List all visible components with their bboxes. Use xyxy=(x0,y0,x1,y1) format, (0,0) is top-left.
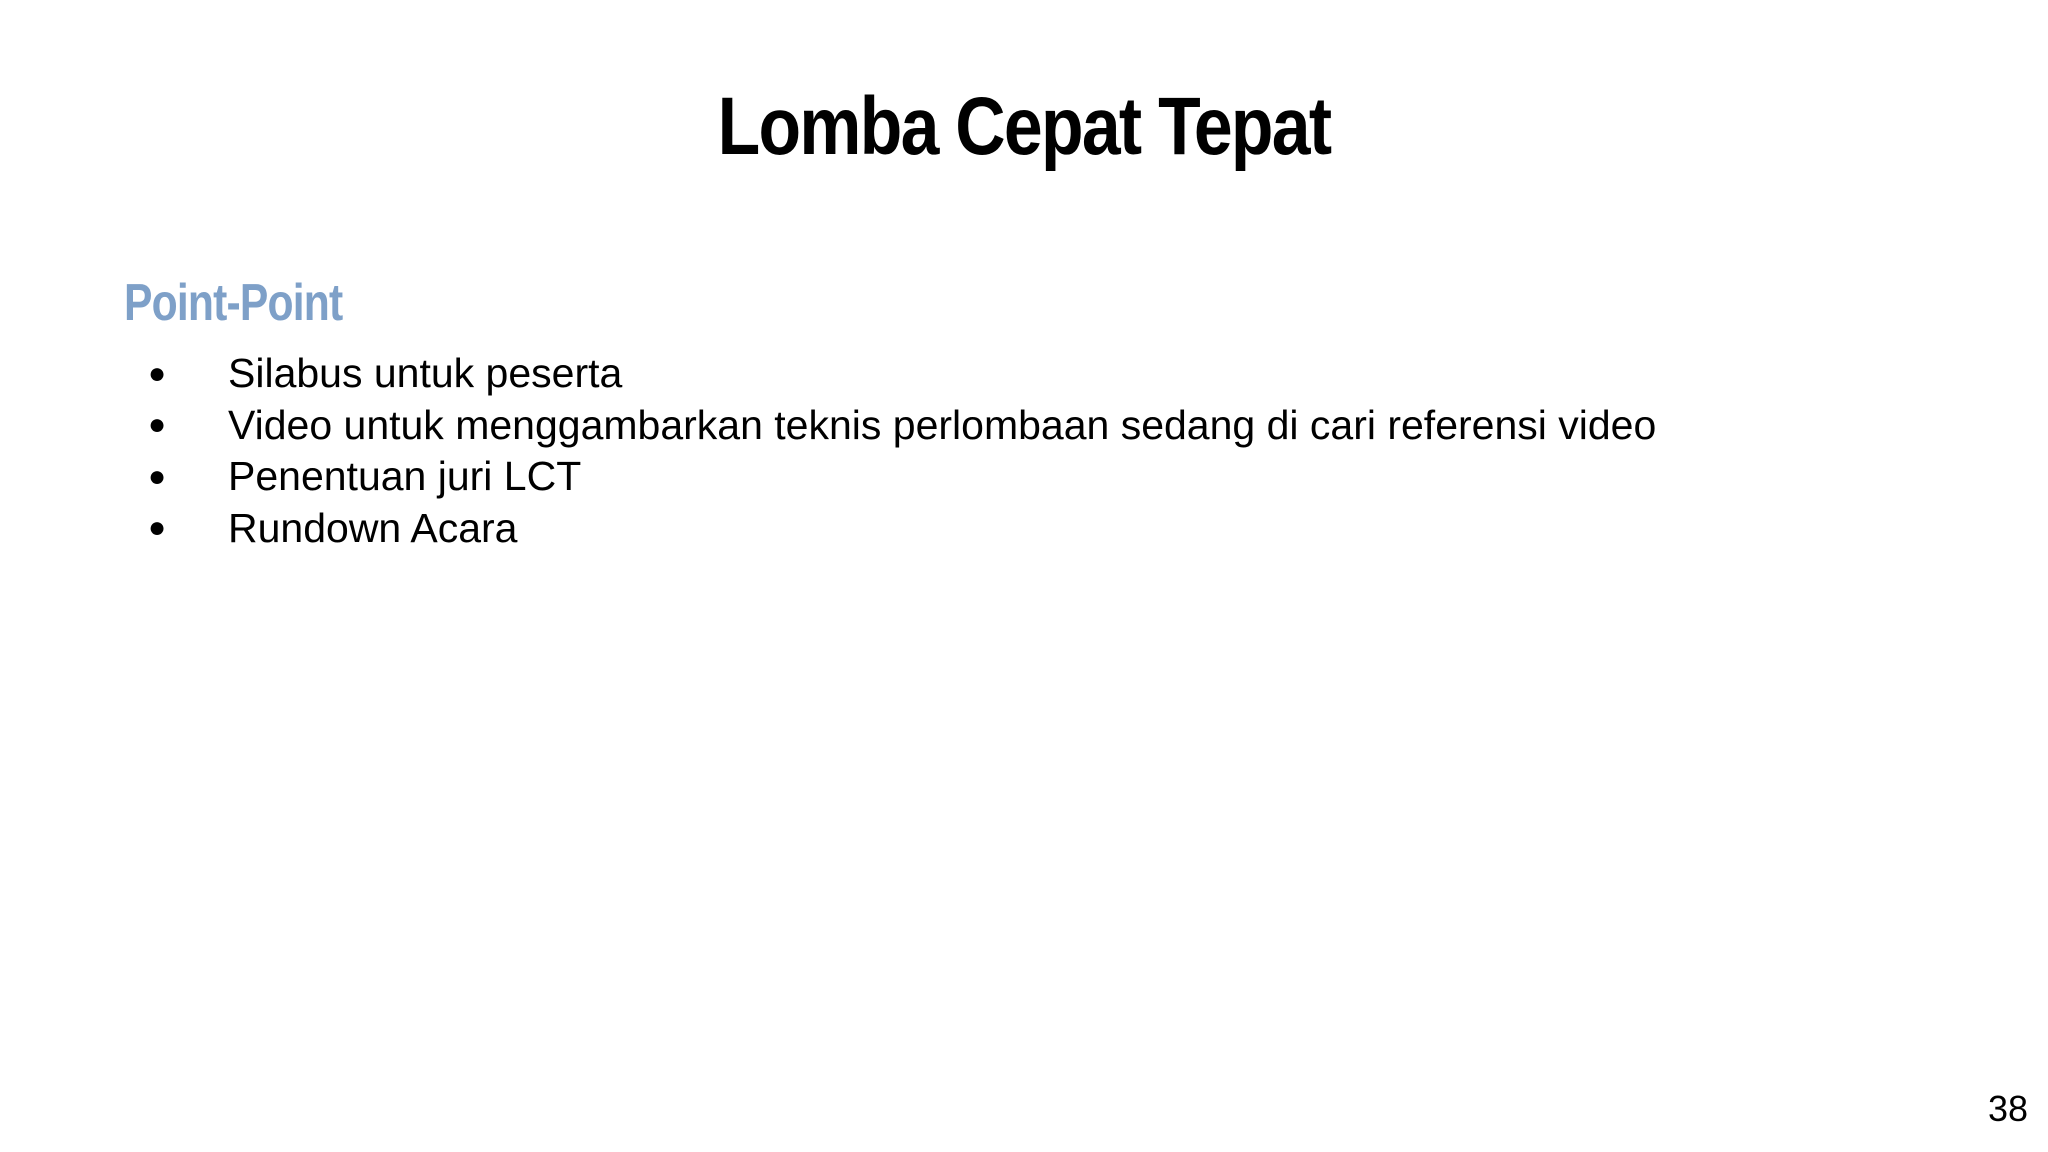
bullet-icon: ● xyxy=(148,459,167,493)
page-number: 38 xyxy=(1987,1088,2028,1129)
bullet-icon: ● xyxy=(148,408,167,442)
bullet-icon: ● xyxy=(148,356,167,390)
list-item-text: Silabus untuk peserta xyxy=(228,350,623,397)
list-item-text: Video untuk menggambarkan teknis perlombaan sedang di cari referensi video xyxy=(228,401,1657,448)
list-item xyxy=(148,503,1656,555)
section-heading: Point-Point xyxy=(124,274,343,332)
list-item xyxy=(148,451,1656,503)
list-item-text: Rundown Acara xyxy=(228,504,518,551)
list-item xyxy=(148,400,1656,452)
slide-title: Lomba Cepat Tepat xyxy=(717,81,1331,172)
bullet-icon: ● xyxy=(148,511,167,545)
list-item-text: Penentuan juri LCT xyxy=(228,453,582,500)
list-item xyxy=(148,348,1656,400)
bullet-list xyxy=(148,348,1656,554)
